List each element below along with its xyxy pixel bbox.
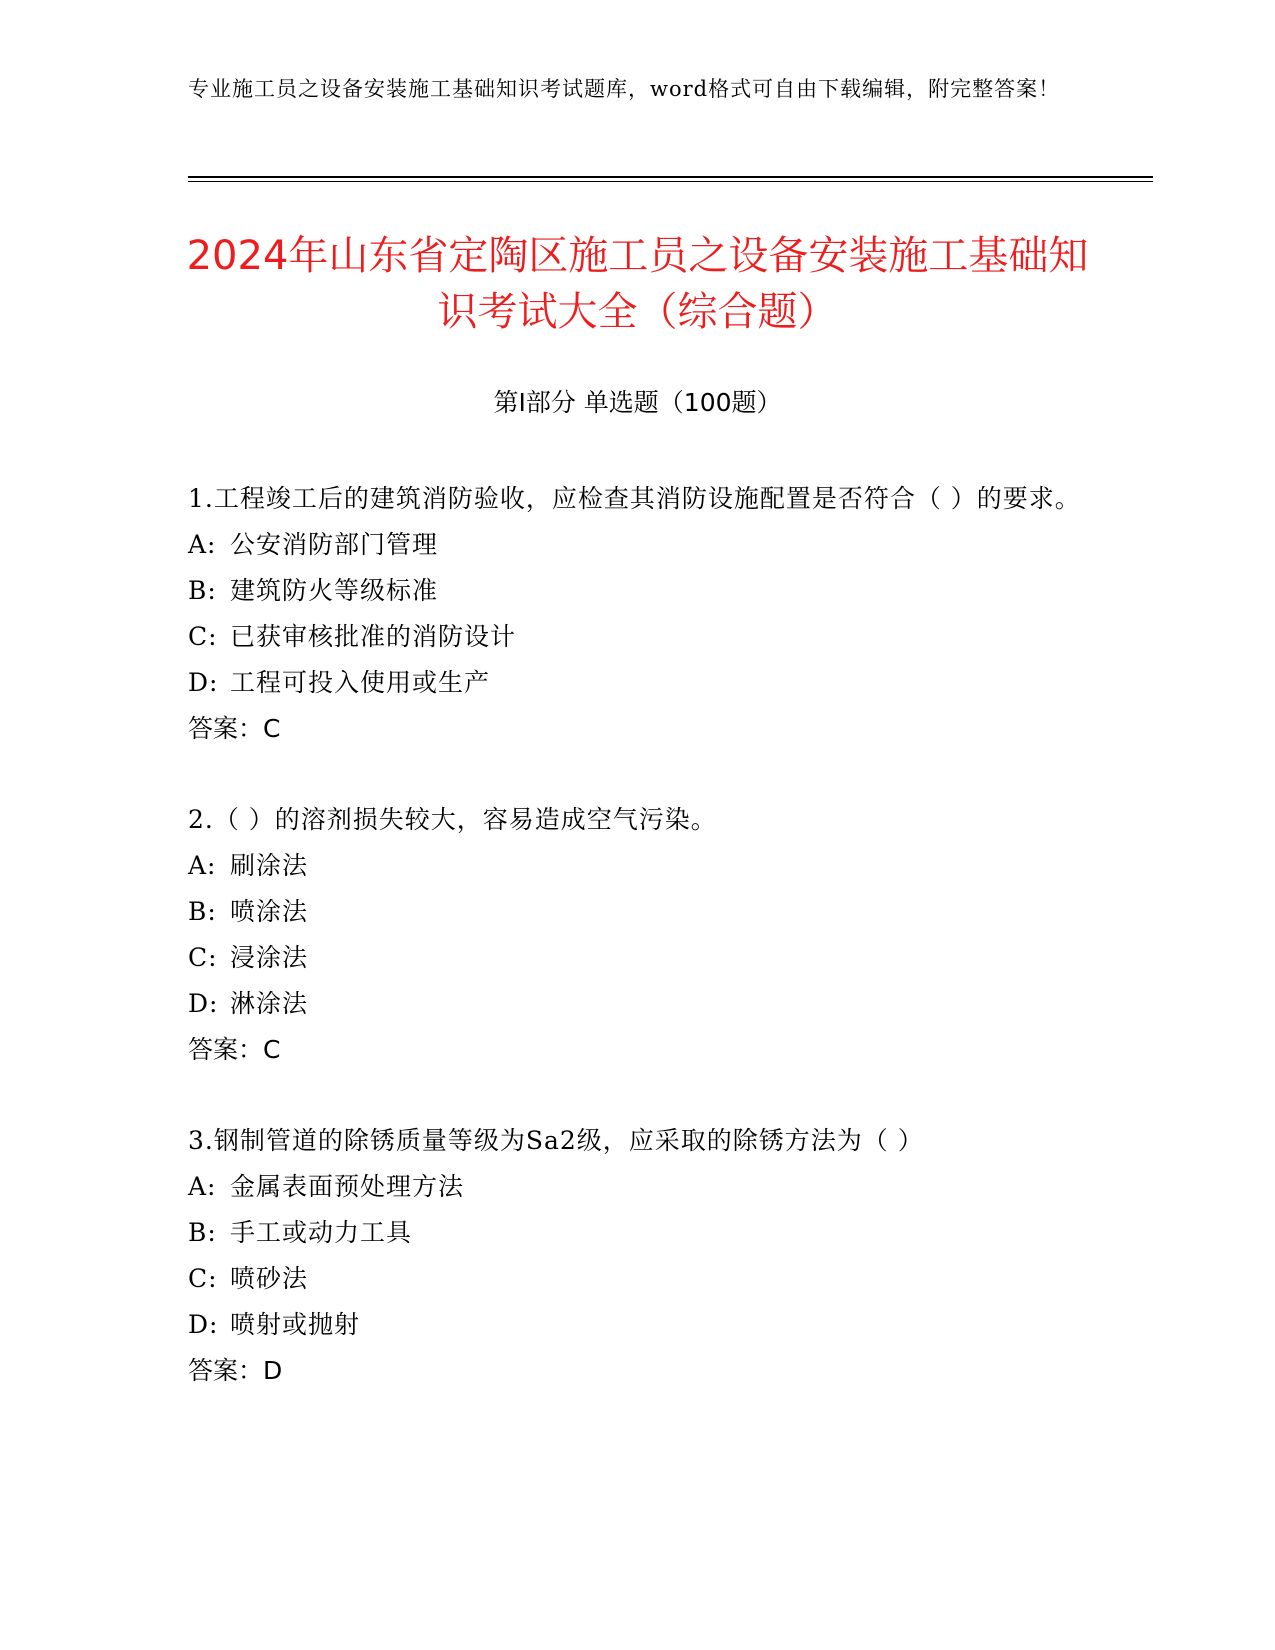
option-letter: B: — [188, 576, 217, 605]
question-stem: 2.（ ）的溶剂损失较大，容易造成空气污染。 — [188, 805, 717, 834]
option-letter: D: — [188, 989, 219, 1018]
option-text: 已获审核批准的消防设计 — [230, 622, 517, 651]
option-b — [188, 568, 1088, 614]
document-title: 2024年山东省定陶区施工员之设备安装施工基础知识考试大全（综合题） — [186, 233, 1089, 335]
question-2 — [188, 797, 1088, 1073]
option-letter: C: — [188, 622, 218, 651]
option-d — [188, 1302, 1088, 1348]
answer-line: 答案：C — [188, 1035, 281, 1064]
option-letter: B: — [188, 1218, 217, 1247]
question-3 — [188, 1118, 1088, 1394]
option-d — [188, 981, 1088, 1027]
header-divider-thin — [188, 181, 1153, 182]
option-text: 手工或动力工具 — [230, 1218, 413, 1247]
option-letter: B: — [188, 897, 217, 926]
option-letter: A: — [188, 851, 217, 880]
option-text: 喷砂法 — [230, 1264, 309, 1293]
option-text: 刷涂法 — [230, 851, 309, 880]
option-c — [188, 614, 1088, 660]
option-letter: C: — [188, 943, 218, 972]
question-list — [188, 476, 1088, 1439]
option-letter: D: — [188, 1310, 219, 1339]
option-letter: C: — [188, 1264, 218, 1293]
option-text: 工程可投入使用或生产 — [230, 668, 491, 697]
option-letter: A: — [188, 530, 217, 559]
option-d — [188, 660, 1088, 706]
option-text: 建筑防火等级标准 — [230, 576, 439, 605]
option-a — [188, 522, 1088, 568]
option-text: 浸涂法 — [230, 943, 309, 972]
option-b — [188, 1210, 1088, 1256]
option-text: 公安消防部门管理 — [230, 530, 439, 559]
option-b — [188, 889, 1088, 935]
option-text: 喷涂法 — [230, 897, 309, 926]
header-divider-thick — [188, 176, 1153, 178]
answer-line: 答案：D — [188, 1356, 283, 1385]
option-a — [188, 843, 1088, 889]
question-stem: 1.工程竣工后的建筑消防验收，应检查其消防设施配置是否符合（ ）的要求。 — [188, 484, 1081, 513]
option-letter: D: — [188, 668, 219, 697]
option-text: 喷射或抛射 — [230, 1310, 361, 1339]
option-text: 金属表面预处理方法 — [230, 1172, 465, 1201]
section-heading: 第Ⅰ部分 单选题（100题） — [493, 388, 782, 417]
option-a — [188, 1164, 1088, 1210]
intro-text: 专业施工员之设备安装施工基础知识考试题库，word格式可自由下载编辑，附完整答案！ — [188, 77, 1061, 101]
question-stem: 3.钢制管道的除锈质量等级为Sa2级，应采取的除锈方法为（ ） — [188, 1126, 924, 1155]
option-letter: A: — [188, 1172, 217, 1201]
answer-line: 答案：C — [188, 714, 281, 743]
option-text: 淋涂法 — [230, 989, 309, 1018]
question-1 — [188, 476, 1088, 752]
option-c — [188, 935, 1088, 981]
option-c — [188, 1256, 1088, 1302]
